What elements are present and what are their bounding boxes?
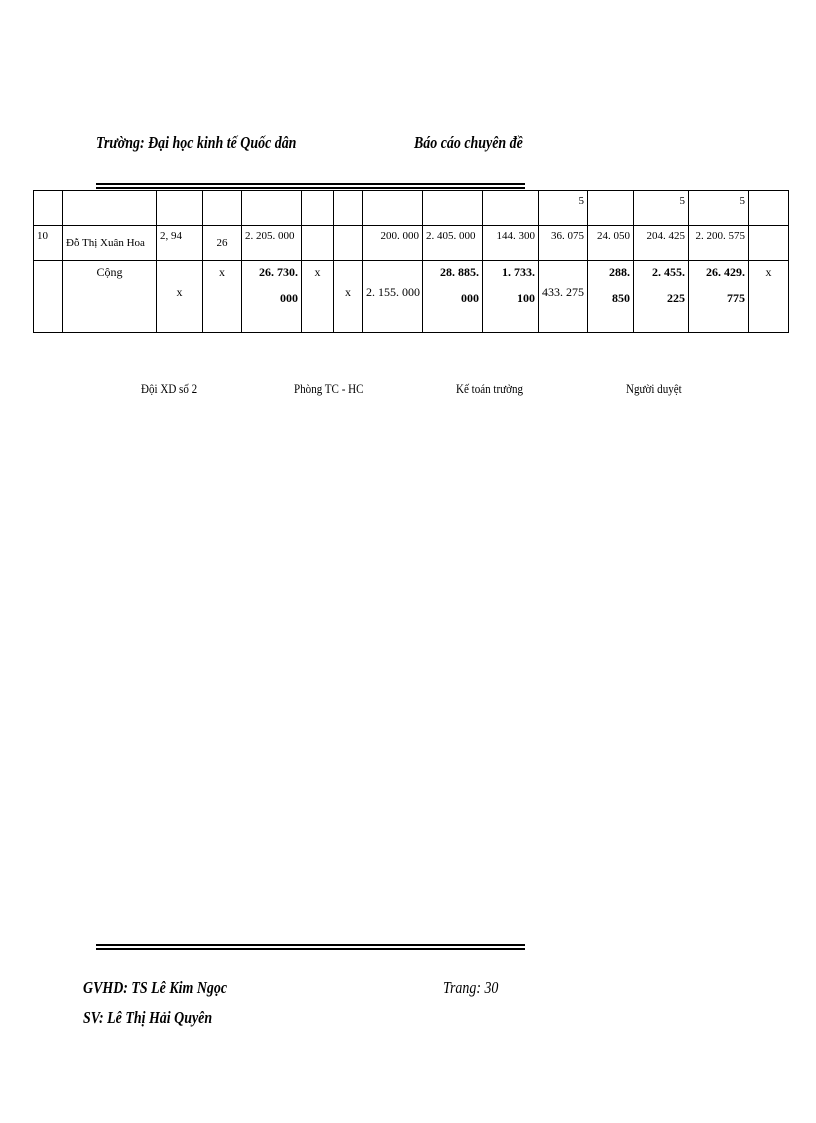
total-salary: 26. 730. 000 bbox=[242, 261, 302, 333]
page-number: Trang: 30 bbox=[443, 978, 499, 997]
carry-cell-remain: 5 bbox=[689, 191, 749, 226]
total-coefficient: x bbox=[157, 261, 203, 333]
total-advance: 1. 733. 100 bbox=[483, 261, 539, 333]
salary-table bbox=[33, 190, 789, 333]
footer-divider bbox=[96, 944, 525, 950]
work-days: 26 bbox=[203, 226, 242, 261]
signature-accountant: Kế toán trưởng bbox=[456, 381, 524, 396]
bhyt: 24. 050 bbox=[588, 226, 634, 261]
deductions: 204. 425 bbox=[634, 226, 689, 261]
signature-approver: Người duyệt bbox=[626, 381, 682, 396]
total-deductions: 2. 455. 225 bbox=[634, 261, 689, 333]
allowance: 200. 000 bbox=[363, 226, 423, 261]
signature-team: Đội XD số 2 bbox=[141, 381, 198, 396]
advisor-name: GVHD: TS Lê Kim Ngọc bbox=[83, 978, 228, 997]
total-bhxh: 433. 275 bbox=[539, 261, 588, 333]
header-divider bbox=[96, 183, 525, 189]
total-income-sum: 28. 885. 000 bbox=[423, 261, 483, 333]
total-bhyt: 288. 850 bbox=[588, 261, 634, 333]
total-label: Cộng bbox=[63, 261, 157, 333]
student-name: SV: Lê Thị Hải Quyên bbox=[83, 1008, 213, 1027]
table-row bbox=[34, 191, 789, 226]
row-number: 10 bbox=[34, 226, 63, 261]
total-col6: x bbox=[334, 261, 363, 333]
remaining: 2. 200. 575 bbox=[689, 226, 749, 261]
employee-name: Đỗ Thị Xuân Hoa bbox=[63, 226, 157, 261]
total-signature: x bbox=[749, 261, 789, 333]
carry-cell-deduct: 5 bbox=[634, 191, 689, 226]
total-income: 2. 405. 000 bbox=[423, 226, 483, 261]
bhxh: 36. 075 bbox=[539, 226, 588, 261]
total-remaining: 26. 429. 775 bbox=[689, 261, 749, 333]
total-col5: x bbox=[302, 261, 334, 333]
table-row bbox=[34, 226, 789, 261]
salary: 2. 205. 000 bbox=[242, 226, 302, 261]
carry-cell-bhxh: 5 bbox=[539, 191, 588, 226]
signature-office: Phòng TC - HC bbox=[294, 381, 364, 396]
coefficient: 2, 94 bbox=[157, 226, 203, 261]
report-type: Báo cáo chuyên đề bbox=[414, 133, 523, 152]
school-name: Trường: Đại học kinh tế Quốc dân bbox=[96, 133, 297, 152]
total-days: x bbox=[203, 261, 242, 333]
advance: 144. 300 bbox=[483, 226, 539, 261]
total-allowance: 2. 155. 000 bbox=[363, 261, 423, 333]
table-row bbox=[34, 261, 789, 333]
